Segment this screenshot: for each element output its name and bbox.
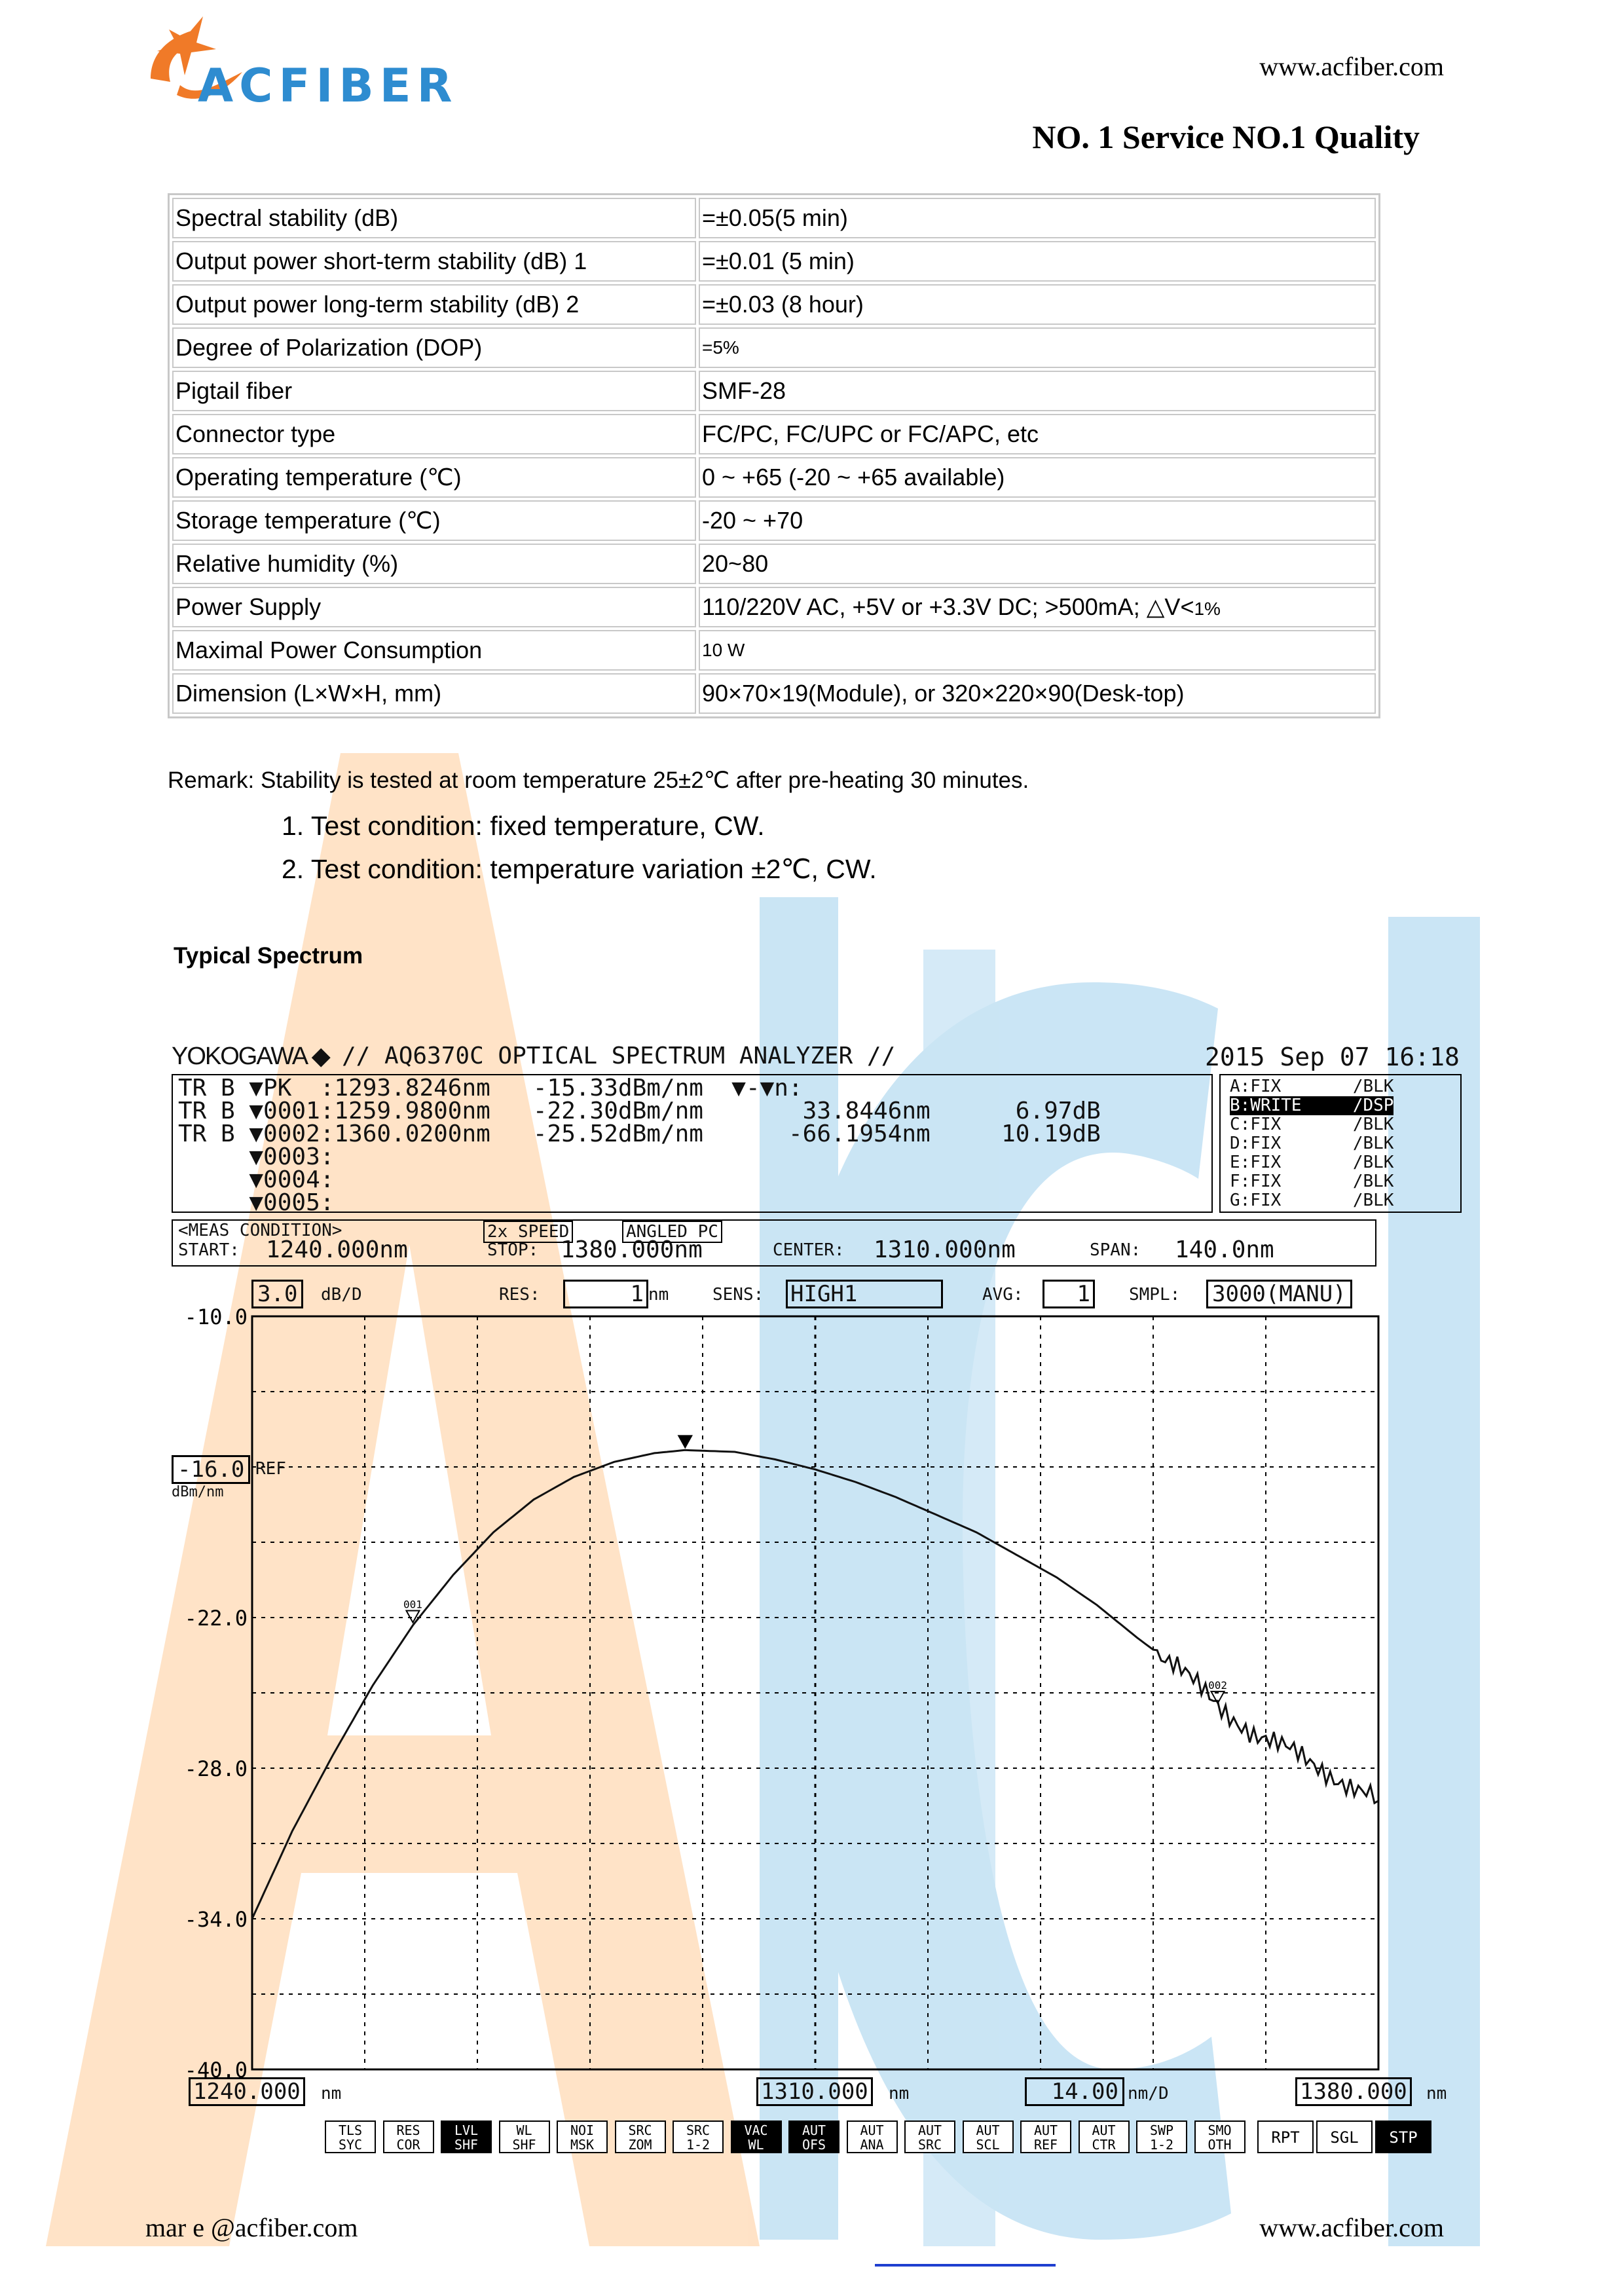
span-value: 140.0nm xyxy=(1175,1236,1274,1263)
plot-grid xyxy=(252,1316,1378,2069)
softkey-lvl-shf[interactable] xyxy=(441,2120,492,2153)
footer-website[interactable]: www.acfiber.com xyxy=(1259,2213,1444,2242)
softkey-line-1: AUT xyxy=(1033,2122,1058,2138)
value-cell: =±0.01 (5 min) xyxy=(699,241,1376,282)
x-center-unit: nm xyxy=(889,2084,910,2103)
softkey-line-1: VAC xyxy=(744,2122,768,2138)
note-1: 1. Test condition: fixed temperature, CW. xyxy=(282,811,765,841)
footer-email[interactable]: mar e @acfiber.com xyxy=(145,2213,358,2242)
param-cell: Storage temperature (℃) xyxy=(172,500,696,541)
note-2: 2. Test condition: temperature variation ±2℃, CW. xyxy=(282,854,877,884)
y-tick-label: -10.0 xyxy=(184,1305,248,1329)
param-cell: Power Supply xyxy=(172,587,696,627)
softkey-wl-shf[interactable] xyxy=(499,2120,550,2153)
trace-line-active: B:WRITE /DSP xyxy=(1230,1096,1394,1115)
y-tick-label: -40.0 xyxy=(184,2058,248,2083)
avg-label: AVG: xyxy=(982,1285,1024,1305)
sens-label: SENS: xyxy=(712,1285,764,1305)
softkey-vac-wl[interactable] xyxy=(731,2120,782,2153)
param-cell: Output power long-term stability (dB) 2 xyxy=(172,284,696,325)
softkey-line-1: RES xyxy=(396,2122,420,2138)
trace-line: E:FIX /BLK xyxy=(1230,1153,1394,1172)
mode-button-stp[interactable]: STP xyxy=(1375,2120,1431,2153)
softkey-aut-ana[interactable] xyxy=(847,2120,898,2153)
softkey-line-2: MSK xyxy=(570,2137,595,2153)
softkey-aut-scl[interactable] xyxy=(963,2120,1014,2153)
param-cell: Connector type xyxy=(172,414,696,454)
pc-tag: ANGLED PC xyxy=(622,1221,722,1243)
softkey-line-2: OFS xyxy=(802,2137,826,2153)
scale-value: 3.0 xyxy=(251,1280,303,1308)
trace-line: D:FIX /BLK xyxy=(1230,1134,1394,1153)
softkey-smo-oth[interactable] xyxy=(1194,2120,1246,2153)
softkey-swp-1-2[interactable] xyxy=(1136,2120,1187,2153)
softkey-line-2: ANA xyxy=(860,2137,884,2153)
start-value: 1240.000nm xyxy=(266,1236,408,1263)
smpl-label: SMPL: xyxy=(1129,1285,1181,1305)
param-cell: Spectral stability (dB) xyxy=(172,198,696,238)
x-left-unit: nm xyxy=(321,2084,342,2103)
softkey-line-1: AUT xyxy=(976,2122,1000,2138)
remark-text: Remark: Stability is tested at room temperature 25±2℃ after pre-heating 30 minutes. xyxy=(168,768,1029,793)
softkey-tls-syc[interactable] xyxy=(325,2120,376,2153)
center-label: CENTER: xyxy=(773,1240,845,1260)
softkey-line-1: SMO xyxy=(1208,2122,1232,2138)
mode-button-rpt[interactable]: RPT xyxy=(1257,2120,1314,2153)
softkey-line-2: SYC xyxy=(338,2137,363,2153)
trace-line: G:FIX /BLK xyxy=(1230,1191,1394,1210)
value-cell: 20~80 xyxy=(699,544,1376,584)
ref-unit: dBm/nm xyxy=(172,1484,224,1500)
softkey-noi-msk[interactable] xyxy=(557,2120,608,2153)
res-label: RES: xyxy=(499,1285,540,1305)
x-per-div-unit: nm/D xyxy=(1128,2084,1169,2103)
marker-line: ▼0005: xyxy=(178,1189,335,1216)
softkey-line-1: SRC xyxy=(686,2122,710,2138)
value-cell: =±0.03 (8 hour) xyxy=(699,284,1376,325)
softkey-line-1: AUT xyxy=(802,2122,826,2138)
softkey-line-1: TLS xyxy=(338,2122,363,2138)
marker-line: ▼0003: xyxy=(178,1143,335,1170)
mode-button-sgl[interactable]: SGL xyxy=(1316,2120,1373,2153)
param-cell: Degree of Polarization (DOP) xyxy=(172,327,696,368)
scale-unit: dB/D xyxy=(321,1285,362,1305)
y-tick-label: -28.0 xyxy=(184,1756,248,1781)
value-cell: 10 W xyxy=(699,630,1376,671)
res-unit: nm xyxy=(648,1285,669,1305)
x-per-div-value: 14.00 xyxy=(1025,2077,1124,2106)
param-cell: Relative humidity (%) xyxy=(172,544,696,584)
section-title: Typical Spectrum xyxy=(174,943,363,969)
softkey-line-1: NOI xyxy=(570,2122,595,2138)
marker-line: TR B ▼0002:1360.0200nm -25.52dBm/nm -66.1954nm 10.19dB xyxy=(178,1120,1101,1147)
value-cell: =±0.05(5 min) xyxy=(699,198,1376,238)
softkey-src-1-2[interactable] xyxy=(673,2120,724,2153)
softkey-line-2: WL xyxy=(748,2137,764,2153)
softkey-line-2: 1-2 xyxy=(1149,2137,1174,2153)
y-tick-label: -22.0 xyxy=(184,1606,248,1631)
meas-condition-label: <MEAS CONDITION> xyxy=(178,1221,342,1240)
softkey-aut-src[interactable] xyxy=(904,2120,955,2153)
marker-0001-label: 001 xyxy=(403,1598,422,1611)
res-value: 1 xyxy=(563,1280,648,1308)
osa-brand: YOKOGAWA ◆ xyxy=(172,1043,329,1070)
softkey-line-2: CTR xyxy=(1092,2137,1116,2153)
softkey-line-1: SRC xyxy=(628,2122,652,2138)
softkey-line-2: REF xyxy=(1033,2137,1058,2153)
marker-line: TR B ▼PK :1293.8246nm -15.33dBm/nm ▼-▼n: xyxy=(178,1075,803,1102)
osa-title: // AQ6370C OPTICAL SPECTRUM ANALYZER // xyxy=(342,1043,896,1069)
softkey-res-cor[interactable] xyxy=(383,2120,434,2153)
value-cell: FC/PC, FC/UPC or FC/APC, etc xyxy=(699,414,1376,454)
x-right-value: 1380.000 xyxy=(1295,2077,1412,2106)
x-left-value: 1240.000 xyxy=(189,2077,305,2106)
param-cell: Output power short-term stability (dB) 1 xyxy=(172,241,696,282)
param-cell: Pigtail fiber xyxy=(172,371,696,411)
softkey-line-1: AUT xyxy=(917,2122,942,2138)
sens-value: HIGH1 xyxy=(786,1280,943,1308)
header-website[interactable]: www.acfiber.com xyxy=(1259,52,1444,81)
value-cell: -20 ~ +70 xyxy=(699,500,1376,541)
param-cell: Maximal Power Consumption xyxy=(172,630,696,671)
osa-datetime: 2015 Sep 07 16:18 xyxy=(1205,1043,1460,1071)
header-slogan: NO. 1 Service NO.1 Quality xyxy=(1032,119,1420,155)
marker-line: ▼0004: xyxy=(178,1166,335,1193)
smpl-value: 3000(MANU) xyxy=(1206,1280,1352,1308)
start-label: START: xyxy=(178,1240,240,1260)
softkey-line-2: SHF xyxy=(454,2137,479,2153)
softkey-src-zom[interactable] xyxy=(615,2120,666,2153)
softkey-line-2: SHF xyxy=(512,2137,536,2153)
y-tick-label: -34.0 xyxy=(184,1907,248,1932)
avg-value: 1 xyxy=(1043,1280,1095,1308)
value-suffix: 1% xyxy=(1194,599,1221,619)
marker-0002-label: 002 xyxy=(1208,1678,1227,1692)
stop-value: 1380.000nm xyxy=(561,1236,703,1263)
softkey-line-2: ZOM xyxy=(628,2137,652,2153)
stop-label: STOP: xyxy=(487,1240,539,1260)
softkey-line-1: AUT xyxy=(860,2122,884,2138)
softkey-line-1: AUT xyxy=(1092,2122,1116,2138)
softkey-line-1: LVL xyxy=(454,2122,479,2138)
softkey-line-1: SWP xyxy=(1149,2122,1174,2138)
softkey-aut-ctr[interactable] xyxy=(1079,2120,1130,2153)
speed-tag: 2x SPEED xyxy=(483,1221,573,1243)
softkey-aut-ref[interactable] xyxy=(1020,2120,1071,2153)
peak-marker xyxy=(678,1435,692,1447)
marker-line: TR B ▼0001:1259.9800nm -22.30dBm/nm 33.8446nm 6.97dB xyxy=(178,1098,1101,1124)
value-cell: =5% xyxy=(699,327,1376,368)
trace-line: F:FIX /BLK xyxy=(1230,1172,1394,1191)
value-cell: SMF-28 xyxy=(699,371,1376,411)
value-cell: 0 ~ +65 (-20 ~ +65 available) xyxy=(699,457,1376,498)
logo-text: ACFIBER xyxy=(198,59,458,113)
trace-line: C:FIX /BLK xyxy=(1230,1115,1394,1134)
softkey-line-2: SRC xyxy=(917,2137,942,2153)
param-cell: Dimension (L×W×H, mm) xyxy=(172,673,696,714)
softkey-line-1: WL xyxy=(516,2122,532,2138)
center-value: 1310.000nm xyxy=(874,1236,1016,1263)
softkey-line-2: 1-2 xyxy=(686,2137,710,2153)
ref-label: REF xyxy=(255,1459,286,1479)
trace-line: A:FIX /BLK xyxy=(1230,1077,1394,1096)
y-tick-labels xyxy=(185,1305,248,2083)
softkey-line-2: SCL xyxy=(976,2137,1000,2153)
softkey-line-2: OTH xyxy=(1208,2137,1232,2153)
softkey-line-2: COR xyxy=(396,2137,420,2153)
span-label: SPAN: xyxy=(1090,1240,1141,1260)
param-cell: Operating temperature (℃) xyxy=(172,457,696,498)
ref-value: -16.0 xyxy=(172,1455,250,1484)
softkey-aut-ofs[interactable] xyxy=(788,2120,840,2153)
value-text: 110/220V AC, +5V or +3.3V DC; >500mA; △V< xyxy=(702,593,1194,620)
x-center-value: 1310.000 xyxy=(756,2077,873,2106)
value-cell: 90×70×19(Module), or 320×220×90(Desk-top) xyxy=(699,673,1376,714)
x-right-unit: nm xyxy=(1426,2084,1447,2103)
footer-link-underline xyxy=(875,2264,1056,2267)
